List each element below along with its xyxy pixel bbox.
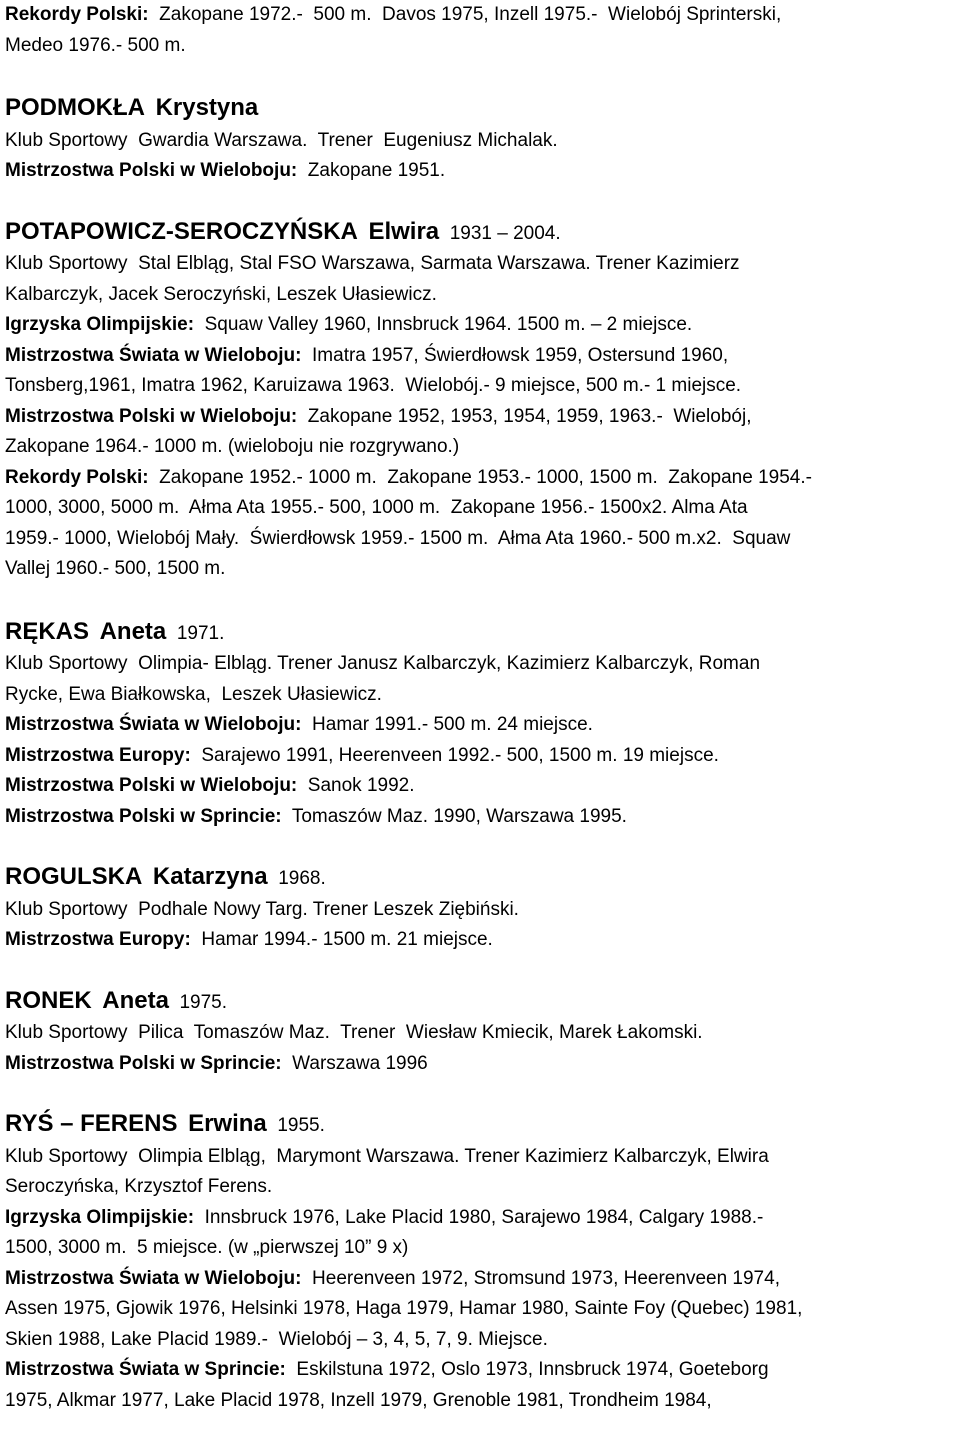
entry-spacer [5, 585, 955, 617]
text-line [5, 371, 955, 402]
section-label: Mistrzostwa Polski w Wieloboju: [5, 160, 298, 181]
entry-spacer [5, 61, 955, 93]
athlete-firstname: Aneta [102, 986, 169, 1014]
section-label: Rekordy Polski: [5, 466, 149, 488]
athlete-entry [5, 862, 955, 956]
text-line [5, 126, 955, 157]
line-text: 1500, 3000 m. 5 miejsce. (w „pierwszej 10” 9 x) [5, 1237, 409, 1258]
line-text: Skien 1988, Lake Placid 1989.- Wielobój – 3, 4, 5, 7, 9. Miejsce. [5, 1328, 548, 1350]
line-text: Klub Sportowy Stal Elbląg, Stal FSO Warszawa, Sarmata Warszawa. Trener Kazimierz [5, 253, 740, 274]
text-line [5, 802, 955, 833]
athlete-surname: RYŚ – FERENS [5, 1110, 178, 1137]
line-text: Heerenveen 1972, Stromsund 1973, Heerenveen 1974, [301, 1267, 780, 1289]
athlete-surname: PODMOKŁA [5, 94, 145, 121]
text-line [5, 771, 955, 802]
text-line [5, 680, 955, 711]
athlete-years: 1955. [277, 1115, 325, 1136]
section-label: Mistrzostwa Polski w Sprincie: [5, 1052, 282, 1074]
athlete-entry [5, 986, 955, 1080]
text-line [5, 1049, 955, 1080]
athlete-firstname: Aneta [99, 617, 167, 645]
text-line [5, 895, 955, 926]
line-text: Assen 1975, Gjowik 1976, Helsinki 1978, Haga 1979, Hamar 1980, Sainte Foy (Quebec) 1981, [5, 1298, 803, 1319]
line-text: Squaw Valley 1960, Innsbruck 1964. 1500 m. – 2 miejsce. [194, 314, 693, 335]
line-text: Hamar 1994.- 1500 m. 21 miejsce. [190, 929, 493, 950]
text-line [5, 156, 955, 187]
entry-spacer [5, 956, 955, 986]
line-text: Zakopane 1951. [297, 160, 446, 181]
athlete-entry [5, 617, 955, 833]
athlete-entry [5, 217, 955, 585]
athlete-heading [5, 93, 955, 126]
text-line [5, 0, 955, 31]
line-text: 1975, Alkmar 1977, Lake Placid 1978, Inzell 1979, Grenoble 1981, Trondheim 1984, [5, 1389, 712, 1411]
line-text: Klub Sportowy Pilica Tomaszów Maz. Trener Wiesław Kmiecik, Marek Łakomski. [5, 1022, 703, 1043]
section-label: Mistrzostwa Świata w Wieloboju: [5, 714, 302, 735]
athlete-years: 1971. [176, 622, 225, 644]
line-text: Kalbarczyk, Jacek Seroczyński, Leszek Ułasiewicz. [5, 283, 437, 305]
text-line [5, 649, 955, 680]
athlete-entry [5, 0, 955, 61]
text-line [5, 1203, 955, 1234]
line-text: Klub Sportowy Olimpia- Elbląg. Trener Janusz Kalbarczyk, Kazimierz Kalbarczyk, Roman [5, 653, 761, 674]
text-line [5, 31, 955, 62]
athlete-surname: RONEK [5, 986, 92, 1014]
section-label: Mistrzostwa Świata w Wieloboju: [5, 344, 302, 366]
athlete-heading [5, 217, 955, 250]
line-text: Klub Sportowy Olimpia Elbląg, Marymont Warszawa. Trener Kazimierz Kalbarczyk, Elwira [5, 1145, 769, 1167]
text-line [5, 432, 955, 463]
text-line [5, 741, 955, 772]
section-label: Igrzyska Olimpijskie: [5, 314, 195, 335]
text-line [5, 402, 955, 433]
text-line [5, 1172, 955, 1203]
text-line [5, 925, 955, 956]
line-text: Warszawa 1996 [281, 1052, 428, 1074]
line-text: Seroczyńska, Krzysztof Ferens. [5, 1176, 273, 1197]
section-label: Mistrzostwa Polski w Wieloboju: [5, 775, 298, 796]
text-line [5, 493, 955, 524]
section-label: Mistrzostwa Świata w Sprincie: [5, 1359, 286, 1380]
section-label: Mistrzostwa Polski w Wieloboju: [5, 405, 298, 427]
text-line [5, 1233, 955, 1264]
entry-spacer [5, 832, 955, 862]
text-line [5, 1386, 955, 1417]
line-text: Klub Sportowy Gwardia Warszawa. Trener Eugeniusz Michalak. [5, 129, 558, 151]
entry-spacer [5, 1079, 955, 1109]
line-text: 1959.- 1000, Wielobój Mały. Świerdłowsk 1959.- 1500 m. Ałma Ata 1960.- 500 m.x2. Squaw [5, 527, 791, 549]
text-line [5, 1018, 955, 1049]
section-label: Mistrzostwa Europy: [5, 744, 191, 766]
text-line [5, 554, 955, 585]
athlete-years: 1975. [179, 991, 228, 1013]
athlete-surname: ROGULSKA [5, 863, 143, 890]
text-line [5, 710, 955, 741]
athlete-heading [5, 862, 955, 895]
line-text: Eskilstuna 1972, Oslo 1973, Innsbruck 1974, Goeteborg [285, 1359, 769, 1380]
document-page [5, 0, 955, 1416]
athlete-entry [5, 93, 955, 187]
text-line [5, 341, 955, 372]
athlete-years: 1931 – 2004. [449, 222, 561, 244]
line-text: Zakopane 1952.- 1000 m. Zakopane 1953.- 1000, 1500 m. Zakopane 1954.- [148, 466, 812, 488]
text-line [5, 310, 955, 341]
text-line [5, 249, 955, 280]
line-text: 1000, 3000, 5000 m. Ałma Ata 1955.- 500, 1000 m. Zakopane 1956.- 1500x2. Alma Ata [5, 497, 748, 518]
athlete-firstname: Krystyna [155, 94, 259, 121]
section-label: Mistrzostwa Polski w Sprincie: [5, 805, 282, 827]
text-line [5, 1355, 955, 1386]
line-text: Hamar 1991.- 500 m. 24 miejsce. [301, 714, 593, 735]
line-text: Klub Sportowy Podhale Nowy Targ. Trener Leszek Ziębiński. [5, 898, 519, 920]
text-line [5, 280, 955, 311]
athlete-firstname: Elwira [368, 217, 440, 245]
section-label: Rekordy Polski: [5, 4, 149, 25]
line-text: Innsbruck 1976, Lake Placid 1980, Sarajewo 1984, Calgary 1988.- [194, 1206, 764, 1228]
athlete-entry [5, 1109, 955, 1416]
athlete-surname: POTAPOWICZ-SEROCZYŃSKA [5, 217, 358, 245]
line-text: Sarajewo 1991, Heerenveen 1992.- 500, 1500 m. 19 miejsce. [190, 744, 719, 766]
section-label: Igrzyska Olimpijskie: [5, 1206, 195, 1228]
line-text: Zakopane 1952, 1953, 1954, 1959, 1963.- Wielobój, [297, 405, 752, 427]
line-text: Tomaszów Maz. 1990, Warszawa 1995. [281, 805, 627, 827]
line-text: Zakopane 1972.- 500 m. Davos 1975, Inzell 1975.- Wielobój Sprinterski, [148, 4, 782, 25]
text-line [5, 524, 955, 555]
athlete-heading [5, 986, 955, 1019]
athlete-years: 1968. [278, 868, 326, 889]
athlete-heading [5, 617, 955, 650]
line-text: Imatra 1957, Świerdłowsk 1959, Ostersund 1960, [301, 344, 729, 366]
line-text: Rycke, Ewa Białkowska, Leszek Ułasiewicz. [5, 683, 382, 705]
section-label: Mistrzostwa Świata w Wieloboju: [5, 1267, 302, 1289]
line-text: Tonsberg,1961, Imatra 1962, Karuizawa 1963. Wielobój.- 9 miejsce, 500 m.- 1 miejsce. [5, 375, 742, 396]
line-text: Zakopane 1964.- 1000 m. (wieloboju nie rozgrywano.) [5, 436, 460, 457]
athlete-firstname: Erwina [188, 1110, 267, 1137]
athlete-heading [5, 1109, 955, 1142]
athlete-firstname: Katarzyna [152, 863, 268, 890]
athlete-surname: RĘKAS [5, 617, 90, 645]
text-line [5, 1294, 955, 1325]
line-text: Sanok 1992. [297, 775, 415, 796]
entry-spacer [5, 187, 955, 217]
text-line [5, 1264, 955, 1295]
line-text: Medeo 1976.- 500 m. [5, 34, 186, 56]
text-line [5, 1325, 955, 1356]
text-line [5, 1142, 955, 1173]
section-label: Mistrzostwa Europy: [5, 929, 191, 950]
line-text: Vallej 1960.- 500, 1500 m. [5, 558, 226, 579]
text-line [5, 463, 955, 494]
